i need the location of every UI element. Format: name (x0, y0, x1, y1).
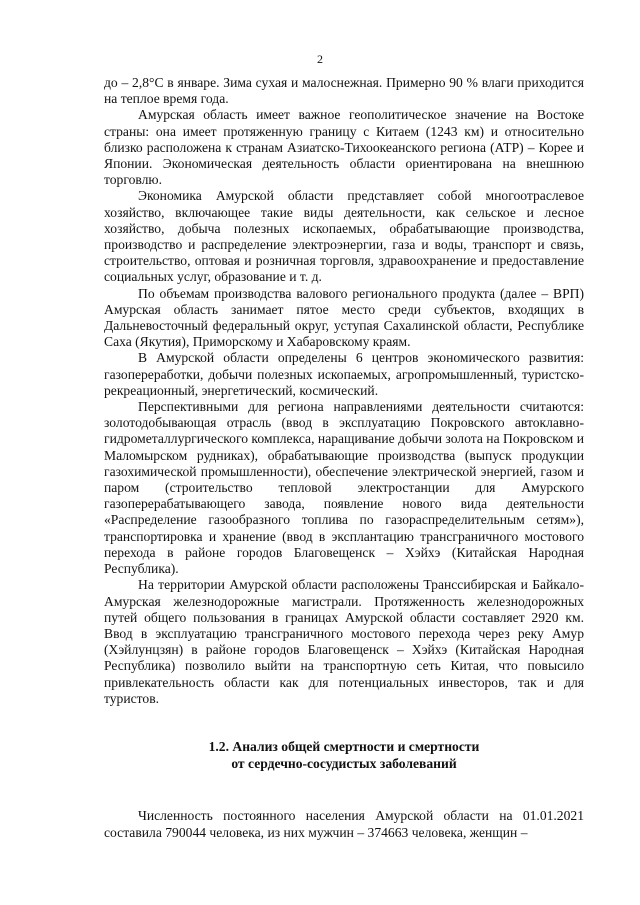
section-heading-line-2: от сердечно-сосудистых заболеваний (231, 756, 457, 771)
paragraph-development-centers: В Амурской области определены 6 центров экономического развития: газопереработки, добычи полезных ископаемых, агропромышленный, туристско-рекреационный, энергетический, космический. (104, 350, 584, 398)
paragraph-prospects: Перспективными для региона направлениями деятельности считаются: золотодобывающая отрасль (ввод в эксплуатацию Покровского автоклавно-гидрометаллургического комплекса, наращивание добычи золота на Покровском и Маломырском рудниках), обрабатывающие производства (выпуск продукции газохимической промышленности), обеспечение электрической энергией, газом и паром (строительство тепловой электростанции для Амурского газоперерабатывающего завода, появление нового вида деятельности «Распределение газообразного топлива по газораспределительным сетям»), транспортировка и хранение (ввод в эксплантацию трансграничного мостового перехода в районе городов Благовещенск – Хэйхэ (Китайская Народная Республика). (104, 399, 584, 577)
page-number: 2 (317, 52, 323, 66)
population-text (104, 808, 584, 841)
section-heading-line-1: 1.2. Анализ общей смертности и смертности (208, 739, 480, 754)
section-heading (104, 738, 584, 772)
paragraph-economy: Экономика Амурской области представляет собой многоотраслевое хозяйство, включающее такие виды деятельности, как сельское и лесное хозяйство, добыча полезных ископаемых, обрабатывающие производства, производство и распределение электроэнергии, газа и воды, транспорт и связь, строительство, оптовая и розничная торговля, здравоохранение и предоставление социальных услуг, образование и т. д. (104, 188, 584, 285)
body-text (104, 75, 584, 707)
paragraph-climate-continued: до – 2,8°С в январе. Зима сухая и малоснежная. Примерно 90 % влаги приходится на теплое время года. (104, 75, 584, 107)
paragraph-grp: По объемам производства валового регионального продукта (далее – ВРП) Амурская область занимает пятое место среди субъектов, входящих в Дальневосточный федеральный округ, уступая Сахалинской области, Республике Саха (Якутия), Приморскому и Хабаровскому краям. (104, 285, 584, 350)
paragraph-population: Численность постоянного населения Амурской области на 01.01.2021 составила 790044 человека, из них мужчин – 374663 человека, женщин – (104, 808, 584, 840)
paragraph-railways: На территории Амурской области расположены Транссибирская и Байкало-Амурская железнодорожные магистрали. Протяженность железнодорожных путей общего пользования в границах Амурской области составляет 2920 км. Ввод в эксплуатацию трансграничного мостового перехода через реку Амур (Хэйлунцзян) в районе городов Благовещенск – Хэйхэ (Китайская Народная Республика) позволило выйти на транспортную сеть Китая, что повысило привлекательность области как для потенциальных инвесторов, так и для туристов. (104, 577, 584, 706)
paragraph-geopolitics: Амурская область имеет важное геополитическое значение на Востоке страны: она имеет протяженную границу с Китаем (1243 км) и относительно близко расположена к странам Азиатско-Тихоокеанского региона (АТР) – Корее и Японии. Экономическая деятельность области ориентирована на внешнюю торговлю. (104, 107, 584, 188)
